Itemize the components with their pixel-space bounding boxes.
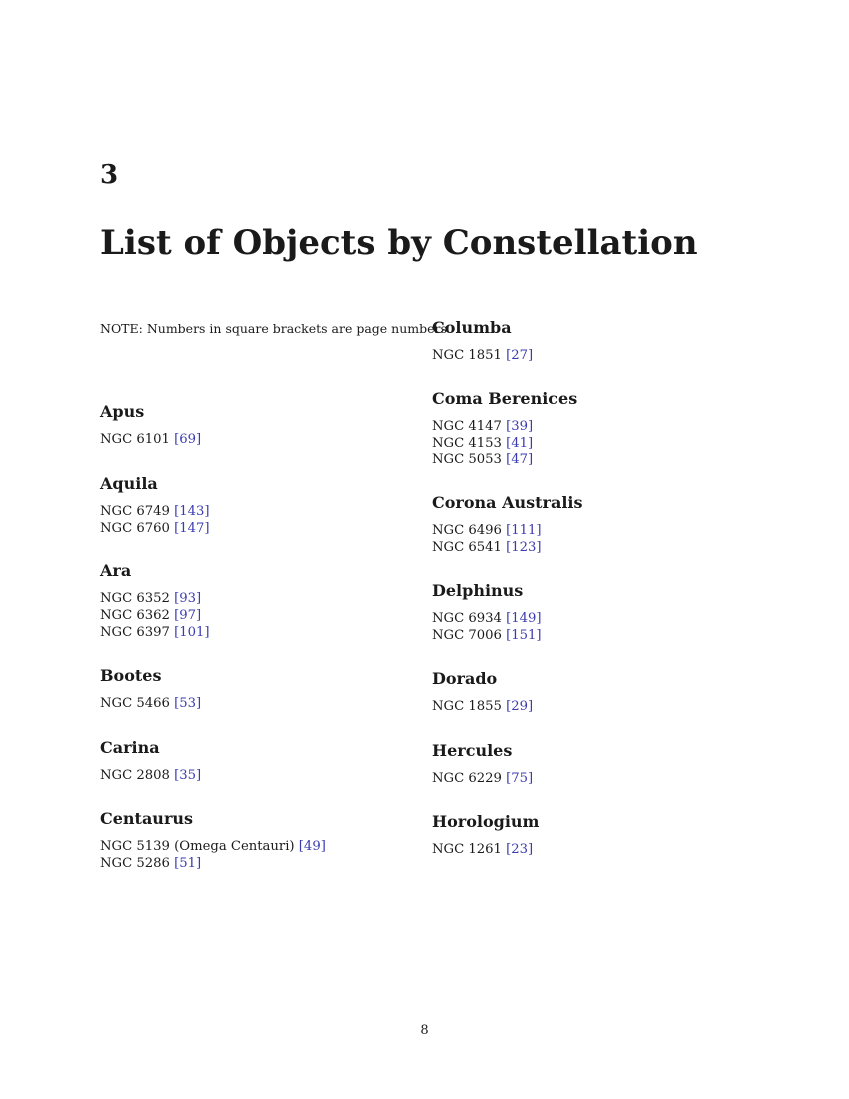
object-name: NGC 6496 [432, 523, 507, 539]
object-name: NGC 6101 [100, 432, 175, 447]
object-name: NGC 6541 [432, 539, 507, 555]
constellation-heading: Delphinus [432, 580, 524, 600]
object-entry [432, 771, 762, 788]
object-name: NGC 6749 [100, 503, 175, 519]
page-reference-link[interactable]: [29] [506, 699, 534, 715]
constellation-heading: Columba [432, 318, 512, 337]
object-list [100, 839, 430, 873]
page-reference-link[interactable]: [27] [506, 348, 534, 363]
page-reference-link[interactable]: [97] [174, 608, 202, 624]
object-entry [100, 521, 430, 538]
object-name: NGC 6760 [100, 520, 175, 536]
object-name: NGC 4153 [432, 435, 507, 451]
object-name: NGC 6352 [100, 591, 175, 607]
constellation-section [432, 669, 762, 716]
object-name: NGC 1855 [432, 699, 507, 715]
right-column [432, 318, 762, 859]
object-entry [432, 523, 762, 540]
object-name: NGC 2808 [100, 767, 175, 783]
page-reference-link[interactable]: [53] [174, 695, 202, 711]
object-entry [432, 842, 762, 859]
constellation-heading: Coma Berenices [432, 388, 578, 408]
object-list [432, 771, 762, 788]
object-entry [100, 504, 430, 521]
constellation-section [432, 493, 762, 557]
object-entry [432, 628, 762, 645]
object-entry [100, 768, 430, 785]
page-reference-link[interactable]: [93] [174, 591, 202, 607]
object-list [432, 842, 762, 859]
object-entry [100, 696, 430, 713]
left-column [100, 318, 447, 873]
object-name: NGC 5466 [100, 695, 175, 711]
object-list [432, 699, 762, 716]
constellation-section [100, 738, 430, 785]
constellation-heading: Hercules [432, 741, 513, 761]
page-reference-link[interactable]: [35] [174, 767, 202, 783]
object-entry [432, 452, 762, 469]
constellation-section [432, 318, 762, 365]
constellation-heading: Corona Australis [432, 493, 583, 513]
constellation-heading: Carina [100, 737, 160, 757]
constellation-heading: Horologium [432, 811, 540, 831]
object-entry [100, 839, 430, 856]
page-number: 8 [420, 1023, 429, 1038]
object-name: NGC 6934 [432, 610, 507, 626]
page-reference-link[interactable]: [143] [174, 503, 210, 519]
object-list [432, 419, 762, 469]
object-name: NGC 6397 [100, 624, 175, 640]
object-list [100, 591, 430, 641]
object-entry [100, 625, 430, 642]
page-reference-link[interactable]: [51] [174, 856, 202, 872]
object-entry [432, 540, 762, 557]
page-reference-link[interactable]: [75] [506, 771, 534, 787]
object-list [100, 696, 430, 713]
chapter-number: 3 [100, 160, 119, 190]
constellation-section [100, 561, 430, 641]
page-reference-link[interactable]: [151] [506, 627, 542, 643]
object-list [432, 523, 762, 557]
page-reference-link[interactable]: [47] [506, 452, 534, 468]
page-reference-link[interactable]: [39] [506, 418, 534, 434]
object-list [100, 504, 430, 538]
object-entry [432, 699, 762, 716]
page-reference-link[interactable]: [41] [506, 435, 534, 451]
left-section-list [100, 402, 430, 873]
object-entry [100, 432, 430, 449]
page-reference-link[interactable]: [49] [298, 839, 326, 855]
constellation-heading: Dorado [432, 669, 498, 689]
object-name: NGC 6362 [100, 608, 175, 624]
constellation-section [100, 402, 430, 449]
constellation-section [100, 809, 430, 873]
object-entry [432, 348, 762, 365]
object-entry [432, 611, 762, 628]
object-entry [432, 419, 762, 436]
object-name: NGC 7006 [432, 627, 507, 643]
constellation-heading: Bootes [100, 665, 162, 685]
object-entry [100, 591, 430, 608]
object-entry [100, 856, 430, 873]
object-list [432, 611, 762, 645]
constellation-heading: Aquila [100, 473, 158, 493]
constellation-section [100, 666, 430, 713]
object-entry [432, 436, 762, 453]
constellation-section [432, 812, 762, 859]
object-name: NGC 5139 (Omega Centauri) [100, 839, 299, 855]
object-list [100, 768, 430, 785]
constellation-section [432, 741, 762, 788]
constellation-section [432, 581, 762, 645]
object-entry [100, 608, 430, 625]
page-reference-link[interactable]: [69] [174, 432, 202, 447]
object-name: NGC 5053 [432, 452, 507, 468]
page-reference-link[interactable]: [111] [506, 523, 542, 539]
object-list [432, 348, 762, 365]
page-reference-link[interactable]: [23] [506, 841, 534, 857]
page-reference-link[interactable]: [147] [174, 520, 210, 536]
page-reference-link[interactable]: [101] [174, 624, 210, 640]
page-reference-link[interactable]: [149] [506, 610, 542, 626]
object-name: NGC 5286 [100, 856, 175, 872]
object-list [100, 432, 430, 449]
object-name: NGC 1851 [432, 348, 507, 363]
constellation-heading: Centaurus [100, 809, 194, 829]
page-reference-link[interactable]: [123] [506, 539, 542, 555]
constellation-section [100, 474, 430, 538]
object-name: NGC 1261 [432, 841, 507, 857]
right-section-list [432, 318, 762, 859]
object-name: NGC 4147 [432, 418, 507, 434]
chapter-title: List of Objects by Constellation [100, 223, 698, 263]
constellation-section [432, 389, 762, 469]
page-number-note: NOTE: Numbers in square brackets are page numbers [100, 321, 447, 336]
note-spacer [100, 337, 430, 402]
object-name: NGC 6229 [432, 771, 507, 787]
constellation-heading: Apus [100, 402, 145, 421]
constellation-heading: Ara [100, 561, 132, 581]
